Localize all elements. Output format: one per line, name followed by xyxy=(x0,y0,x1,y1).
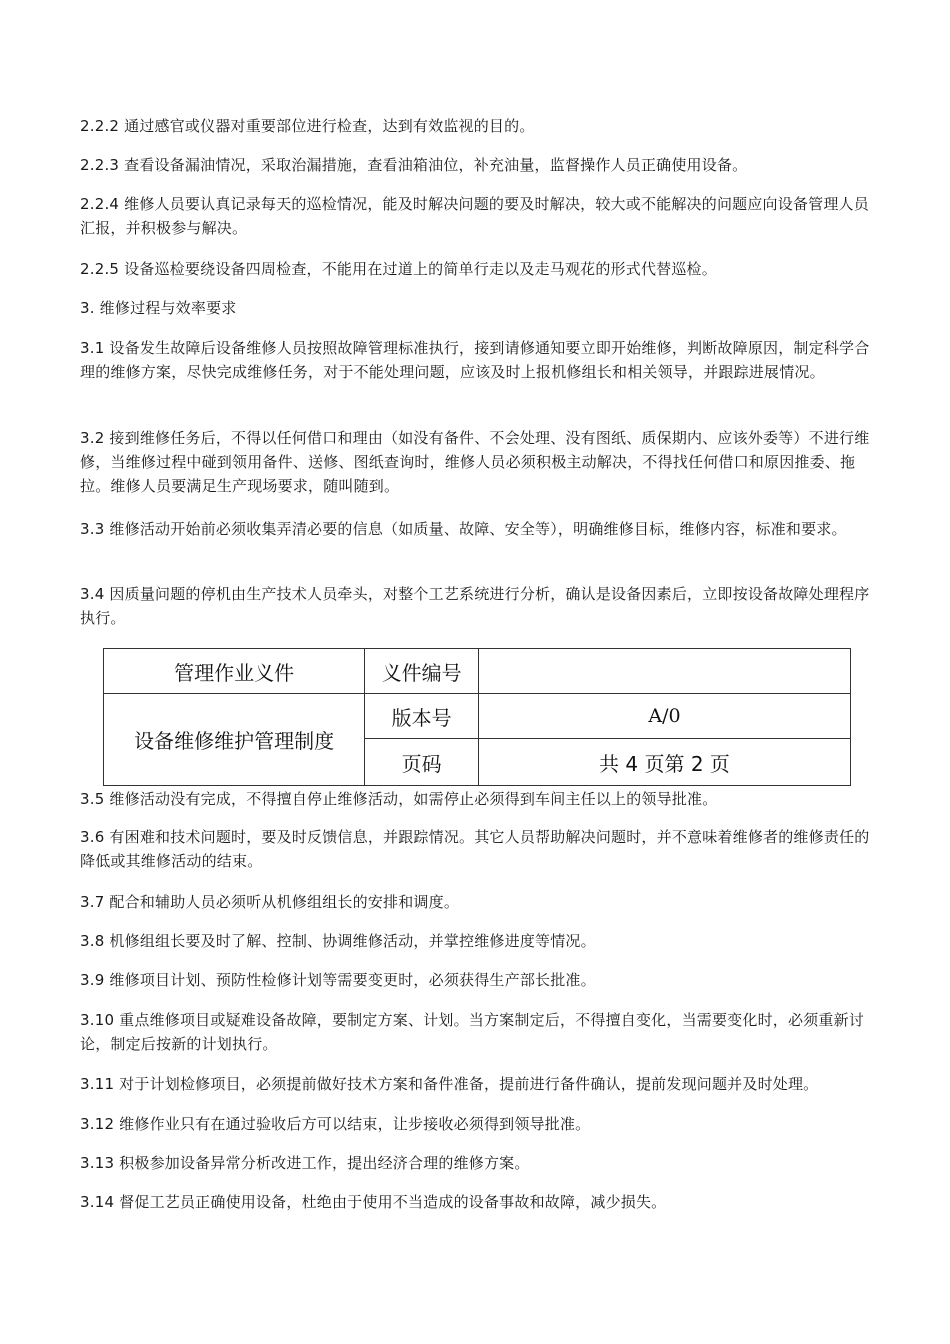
paragraph-3-7: 3.7 配合和辅助人员必须听从机修组组长的安排和调度。 xyxy=(80,893,460,911)
version-label: 版本号 xyxy=(365,694,479,739)
page-value: 共 4 页第 2 页 xyxy=(479,739,851,786)
page-label: 页码 xyxy=(365,739,479,786)
document-header-table xyxy=(103,648,851,786)
paragraph-3-12: 3.12 维修作业只有在通过验收后方可以结束，让步接收必须得到领导批准。 xyxy=(80,1115,591,1133)
paragraph-3-6: 3.6 有困难和技术问题时，要及时反馈信息，并跟踪情况。其它人员帮助解决问题时，并不意味着维修者的维修责任的降低或其维修活动的结束。 xyxy=(80,828,870,870)
paragraph-2-2-2: 2.2.2 通过感官或仪器对重要部位进行检查，达到有效监视的目的。 xyxy=(80,117,535,135)
paragraph-3-8: 3.8 机修组组长要及时了解、控制、协调维修活动，并掌控维修进度等情况。 xyxy=(80,932,596,950)
paragraph-3-14: 3.14 督促工艺员正确使用设备，杜绝由于使用不当造成的设备事故和故障，减少损失。 xyxy=(80,1193,667,1211)
paragraph-3-1: 3.1 设备发生故障后设备维修人员按照故障管理标准执行，接到请修通知要立即开始维修，判断故障原因，制定科学合理的维修方案，尽快完成维修任务，对于不能处理问题，应该及时上报机修组长和相关领导，并跟踪进展情况。 xyxy=(80,339,870,381)
doc-type-cell: 管理作业义件 xyxy=(104,649,365,694)
version-value: A/0 xyxy=(479,694,851,739)
paragraph-3-9: 3.9 维修项目计划、预防性检修计划等需要变更时，必须获得生产部长批准。 xyxy=(80,971,596,989)
paragraph-3-5: 3.5 维修活动没有完成，不得擅自停止维修活动，如需停止必须得到车间主任以上的领导批准。 xyxy=(80,790,718,808)
paragraph-3-3: 3.3 维修活动开始前必须收集弄清必要的信息（如质量、故障、安全等），明确维修目标，维修内容，标准和要求。 xyxy=(80,520,847,538)
paragraph-3-10: 3.10 重点维修项目或疑难设备故障，要制定方案、计划。当方案制定后，不得擅自变化，当需要变化时，必须重新讨论，制定后按新的计划执行。 xyxy=(80,1011,864,1053)
paragraph-3-11: 3.11 对于计划检修项目，必须提前做好技术方案和备件准备，提前进行备件确认，提前发现问题并及时处理。 xyxy=(80,1075,819,1093)
paragraph-3-4: 3.4 因质量问题的停机由生产技术人员牵头，对整个工艺系统进行分析，确认是设备因素后，立即按设备故障处理程序执行。 xyxy=(80,585,870,627)
paragraph-2-2-4: 2.2.4 维修人员要认真记录每天的巡检情况，能及时解决问题的要及时解决，较大或不能解决的问题应向设备管理人员汇报，并积极参与解决。 xyxy=(80,195,869,237)
paragraph-2-2-3: 2.2.3 查看设备漏油情况，采取治漏措施，查看油箱油位，补充油量，监督操作人员正确使用设备。 xyxy=(80,156,748,174)
paragraph-3-2: 3.2 接到维修任务后，不得以任何借口和理由（如没有备件、不会处理、没有图纸、质保期内、应该外委等）不进行维修，当维修过程中碰到领用备件、送修、图纸查询时，维修人员必须积极主动解决，不得找任何借口和原因推委、拖拉。维修人员要满足生产现场要求，随叫随到。 xyxy=(80,429,870,495)
section-heading-3: 3. 维修过程与效率要求 xyxy=(80,299,237,317)
paragraph-2-2-5: 2.2.5 设备巡检要绕设备四周检查，不能用在过道上的简单行走以及走马观花的形式代替巡检。 xyxy=(80,260,717,278)
doc-title-cell: 设备维修维护管理制度 xyxy=(104,694,365,786)
doc-number-label: 义件编号 xyxy=(365,649,479,694)
doc-number-value xyxy=(479,649,851,694)
paragraph-3-13: 3.13 积极参加设备异常分析改进工作，提出经济合理的维修方案。 xyxy=(80,1154,530,1172)
